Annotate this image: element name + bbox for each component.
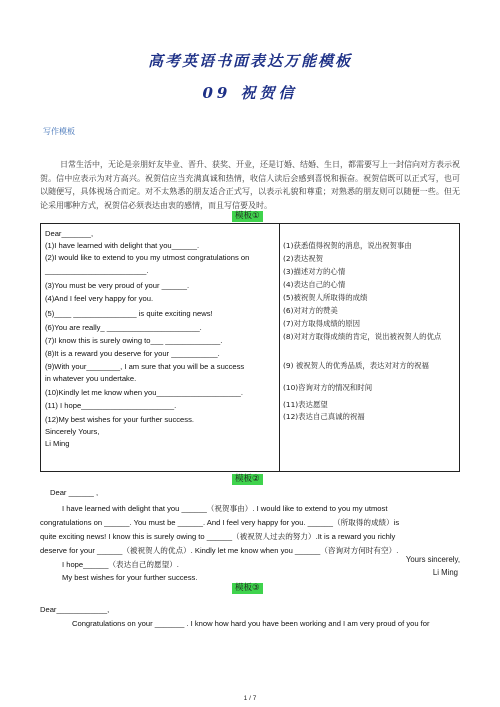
document-subtitle: 09 祝贺信 [202,84,298,102]
template-2-greeting: Dear ______ , [50,488,99,497]
template-1-tag: 模板① [232,211,263,222]
template-3-line: Congratulations on your _______ . I know how hard you have been working and I am very proud of you for [72,619,430,628]
template-1-note: (9) 被祝贺人的优秀品质，表达对对方的祝福 [283,361,429,370]
template-1-line: (9)With your________, I am sure that you will be a success [45,362,245,371]
template-2-line: congratulations on ______. You must be ______. And I feel very happy for you. ______（所取得的成绩）is [40,518,400,527]
template-1-note: (10)咨询对方的情况和时间 [283,383,373,392]
section-label: 写作模板 [43,127,75,136]
template-1-line: (7)I know this is surely owing to___ _____________. [45,336,223,345]
template-1-line: (3)You must be very proud of your ______. [45,281,190,290]
template-1-line: in whatever you undertake. [45,374,137,383]
template-2-line: I have learned with delight that you ______（祝贺事由）. I would like to extend to you my utmost [62,504,388,513]
template-1-line: (11) I hope______________________. [45,401,177,410]
template-1-note: (6)对对方的赞美 [283,306,338,315]
template-3-greeting: Dear____________, [40,605,110,614]
template-1-line: (4)And I feel very happy for you. [45,294,154,303]
template-2-line: quite exciting news! I know this is surely owing to ______（被祝贺人过去的努力）.It is a reward you richly [40,532,396,541]
template-1-note: (2)表达祝贺 [283,254,324,263]
signature: Li Ming [432,568,458,577]
table-divider [279,224,280,471]
template-1-line: ________________________. [45,266,149,275]
template-1-line: (5)____ _______________ is quite exciting news! [45,309,213,318]
template-2-line: My best wishes for your further success. [62,573,198,582]
template-1-note: (5)被祝贺人所取得的成绩 [283,293,368,302]
template-1-line: (8)It is a reward you deserve for your ___________. [45,349,220,358]
template-2-line: deserve for your ______（被祝贺人的优点）. Kindly let me know when you ______（咨询对方何时有空）. [40,546,399,555]
template-1-table [40,223,460,472]
template-1-note: (1)获悉值得祝贺的消息，说出祝贺事由 [283,241,412,250]
template-1-line: Sincerely Yours, [45,427,100,436]
template-1-note: (11)表达愿望 [283,400,328,409]
template-1-line: (10)Kindly let me know when you____________________. [45,388,244,397]
template-1-line: (1)I have learned with delight that you______. [45,241,200,250]
template-1-line: (12)My best wishes for your further success. [45,415,194,424]
template-1-note: (12)表达自己真诚的祝福 [283,412,365,421]
template-1-note: (3)描述对方的心情 [283,267,346,276]
template-2-letter [40,488,460,583]
intro-paragraph: 日常生活中，无论是亲朋好友毕业、晋升、获奖、开业，还是订婚、结婚、生日，都需要写上一封信向对方表示祝贺。信中应表示为对方高兴。祝贺信应当充满真诚和热情，收信人读后会感到喜悦和振奋。祝贺信既可以正式写，也可以随便写，具体视场合而定。对不太熟悉的朋友适合正式写，以表示礼貌和尊重；对熟悉的朋友则可以随便一些。但无论采用哪种方式，祝贺信必须表达由衷的感情，而且写信要及时。 [40,160,460,210]
closing-line: Yours sincerely, [405,555,460,564]
document-title: 高考英语书面表达万能模板 [147,52,352,70]
template-1-line: (2)I would like to extend to you my utmost congratulations on [45,253,250,262]
template-1-note: (7)对方取得成绩的原因 [283,319,360,328]
template-2-tag: 模板② [232,474,263,485]
template-3-tag: 模板③ [232,583,263,594]
template-1-line: (6)You are really_ ______________________. [45,323,202,332]
template-2-line: I hope______（表达自己的愿望）. [62,560,179,569]
template-3-letter [40,605,460,635]
template-1-note: (8)对对方取得成绩的肯定，说出被祝贺人的优点 [283,332,442,341]
template-1-note: (4)表达自己的心情 [283,280,346,289]
template-1-line: Li Ming [45,439,70,448]
template-1-line: Dear_______, [45,229,94,238]
page-number: 1 / 7 [243,695,257,702]
